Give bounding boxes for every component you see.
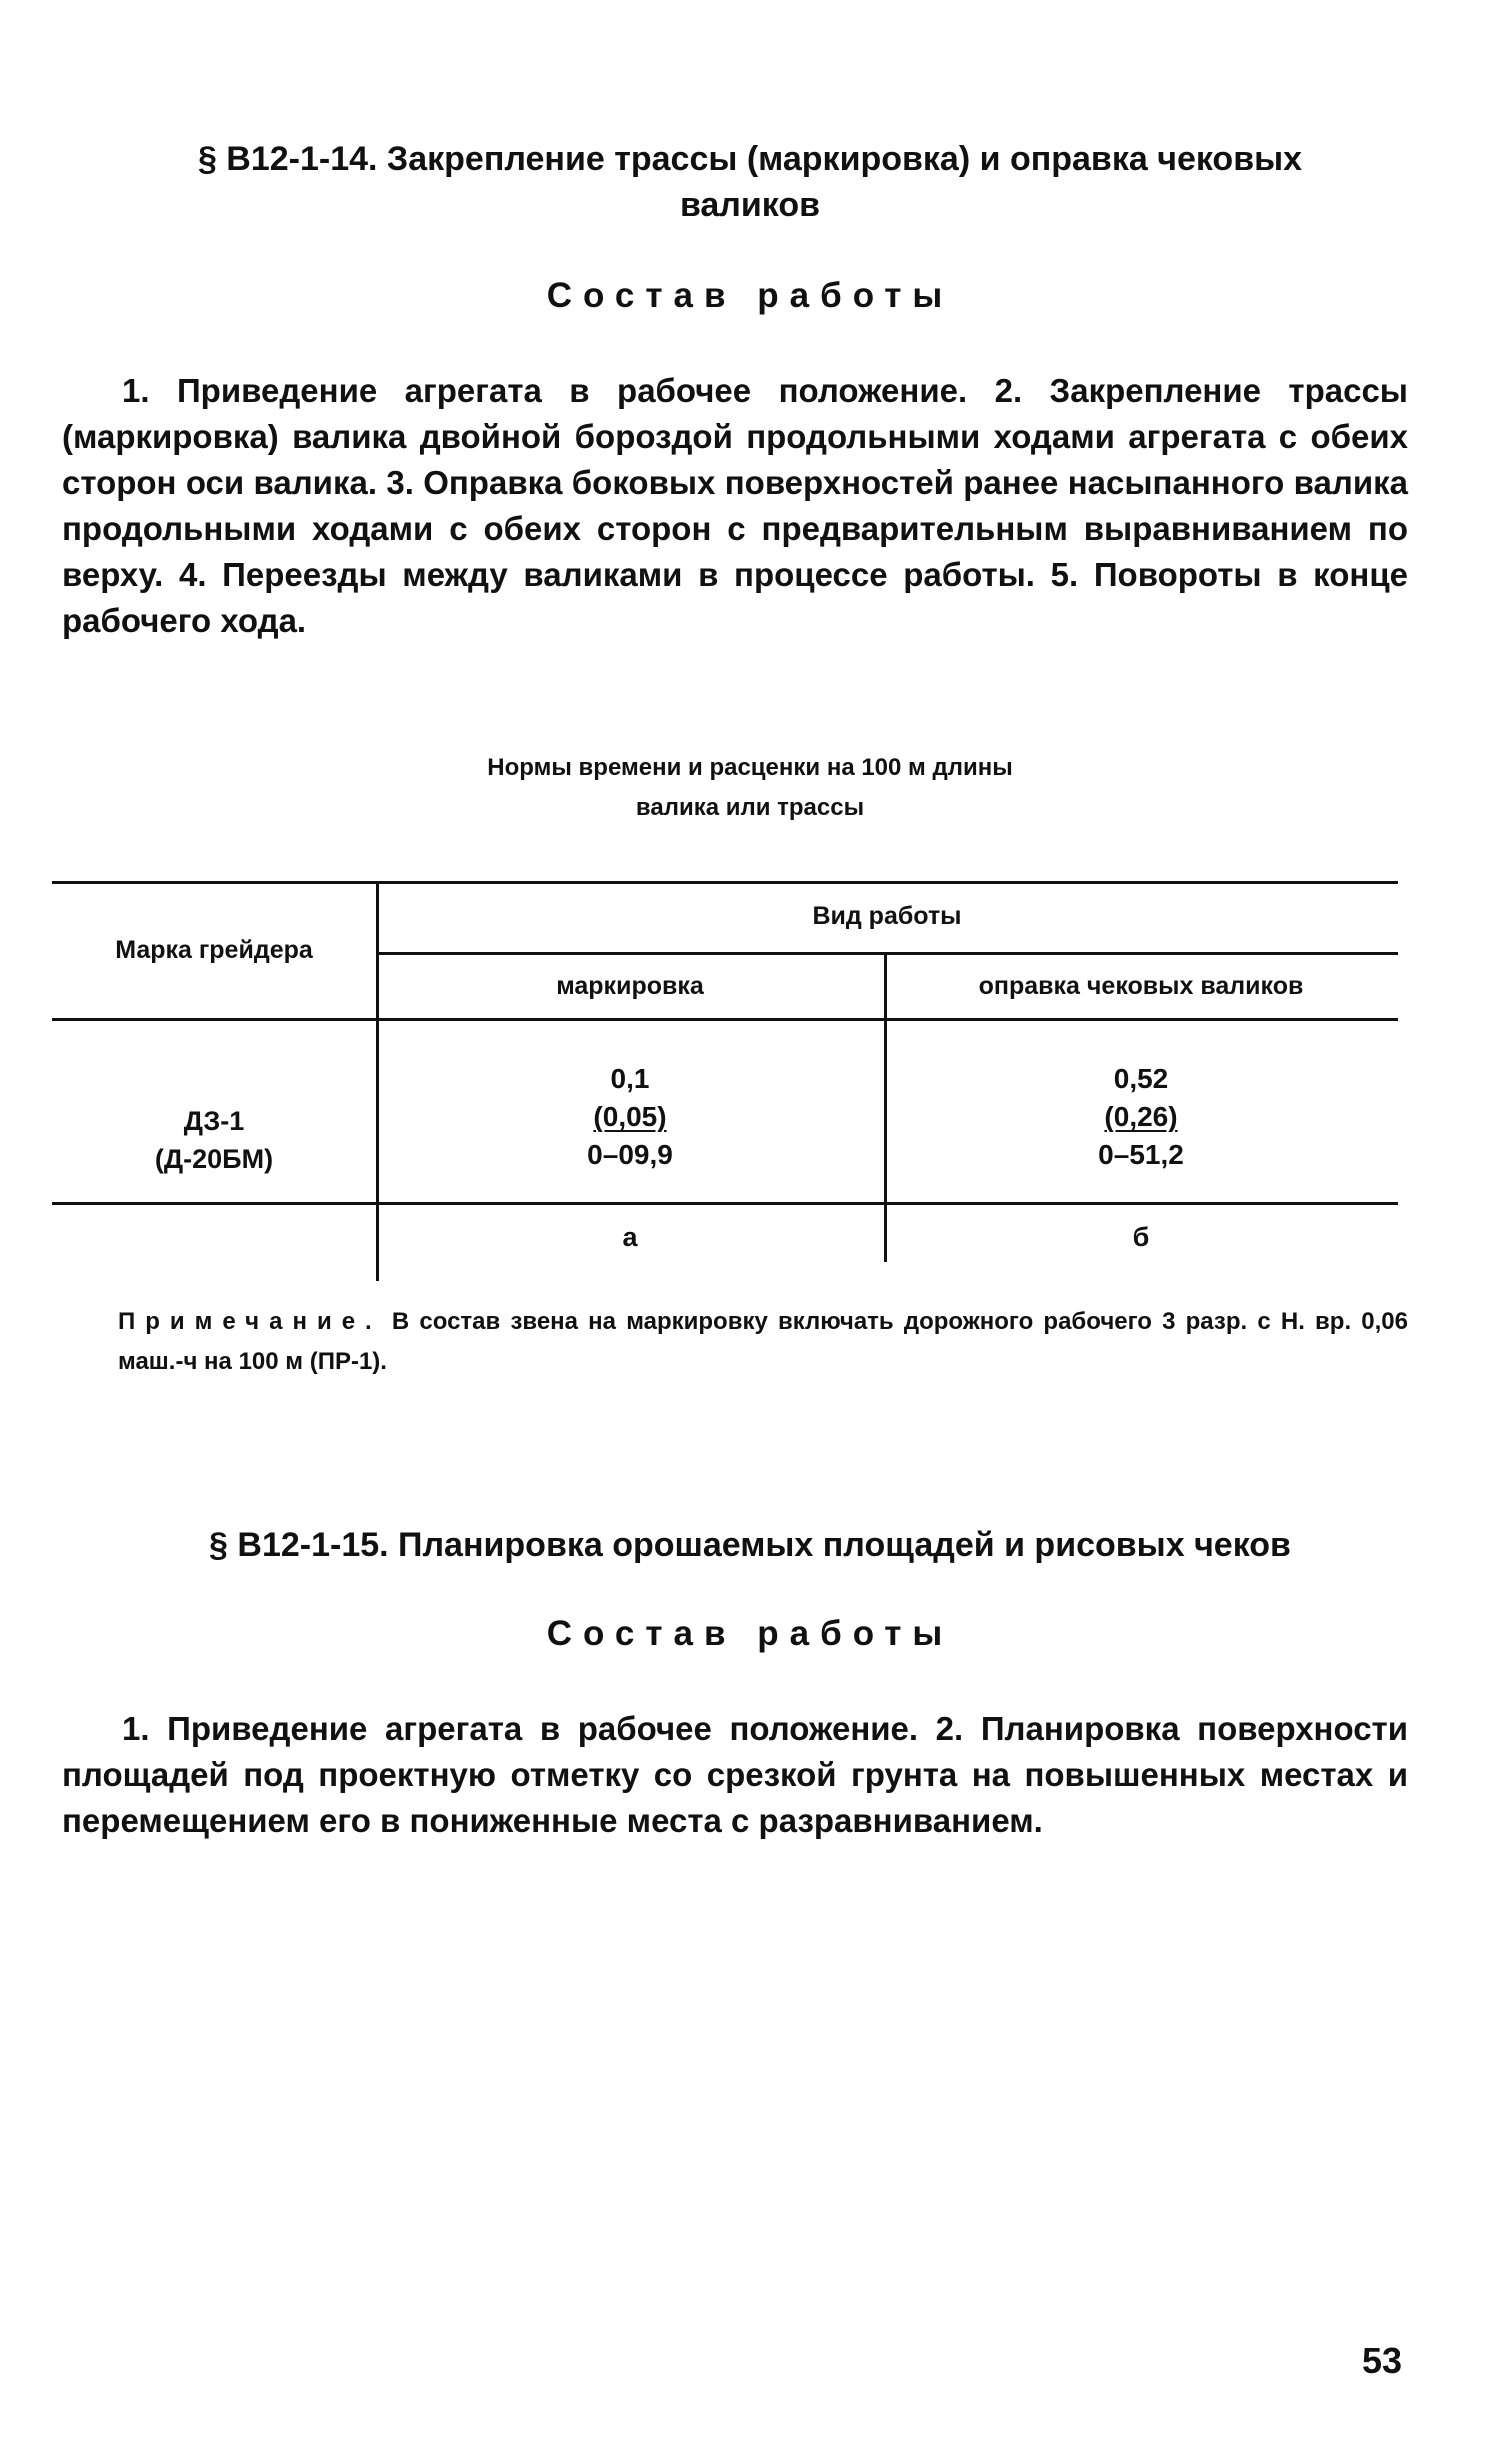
- table-top-rule: [52, 881, 1398, 884]
- work-composition-paragraph-2: 1. Приведение агрегата в рабочее положение. 2. Планировка поверхности площадей под проектную отметку со срезкой грунта на повышенных местах и перемещением его в пониженные места с разравниванием.: [62, 1710, 1408, 1839]
- grader-cell: [52, 1102, 376, 1178]
- table-caption-line2: валика или трассы: [635, 794, 865, 821]
- header-dressing: оправка чековых валиков: [978, 972, 1304, 1000]
- marking-machine-time: (0,05): [593, 1101, 667, 1132]
- grader-model-old: (Д-20БМ): [154, 1144, 274, 1174]
- table-caption-line1: Нормы времени и расценки на 100 м длины: [487, 754, 1013, 781]
- marking-norm-cell: [376, 1060, 884, 1174]
- header-marking: маркировка: [556, 972, 704, 1000]
- dressing-price: 0–51,2: [1098, 1139, 1184, 1170]
- header-work-type: Вид работы: [812, 902, 962, 930]
- column-index-b: б: [1132, 1222, 1150, 1252]
- grader-model: ДЗ-1: [183, 1106, 245, 1136]
- section-title-b12-1-15: § В12-1-15. Планировка орошаемых площадей и рисовых чеков: [209, 1526, 1291, 1564]
- table-body-rule: [52, 1202, 1398, 1205]
- dressing-time-norm: 0,52: [1113, 1063, 1169, 1094]
- column-index-a: а: [622, 1222, 638, 1252]
- work-composition-heading: Состав работы: [546, 276, 954, 315]
- table-caption: [250, 748, 1250, 828]
- marking-time-norm: 0,1: [610, 1063, 650, 1094]
- table-group-rule: [376, 952, 1398, 955]
- section-title-line2: валиков: [679, 186, 821, 224]
- table-header-rule: [52, 1018, 1398, 1021]
- section-title-b12-1-14: [90, 136, 1410, 228]
- work-composition-heading-2: Состав работы: [546, 1614, 954, 1653]
- page-number: 53: [1361, 2340, 1402, 2381]
- note-text: В состав звена на маркировку включать дорожного рабочего 3 разр. с Н. вр. 0,06 маш.-ч на 100 м (ПР-1).: [118, 1308, 1408, 1375]
- table-note: [118, 1302, 1408, 1382]
- header-grader-brand: Марка грейдера: [115, 936, 313, 964]
- note-label: Примечание.: [118, 1308, 382, 1335]
- dressing-machine-time: (0,26): [1104, 1101, 1178, 1132]
- dressing-norm-cell: [884, 1060, 1398, 1174]
- marking-price: 0–09,9: [587, 1139, 673, 1170]
- section-title-line1: § В12-1-14. Закрепление трассы (маркировка) и оправка чековых: [197, 140, 1303, 178]
- work-composition-paragraph: 1. Приведение агрегата в рабочее положение. 2. Закрепление трассы (маркировка) валика двойной бороздой продольными ходами агрегата с обеих сторон оси валика. 3. Оправка боковых поверхностей ранее насыпанного валика продольными ходами с обеих сторон с предварительным выравниванием по верху. 4. Переезды между валиками в процессе работы. 5. Повороты в конце рабочего хода.: [62, 372, 1408, 639]
